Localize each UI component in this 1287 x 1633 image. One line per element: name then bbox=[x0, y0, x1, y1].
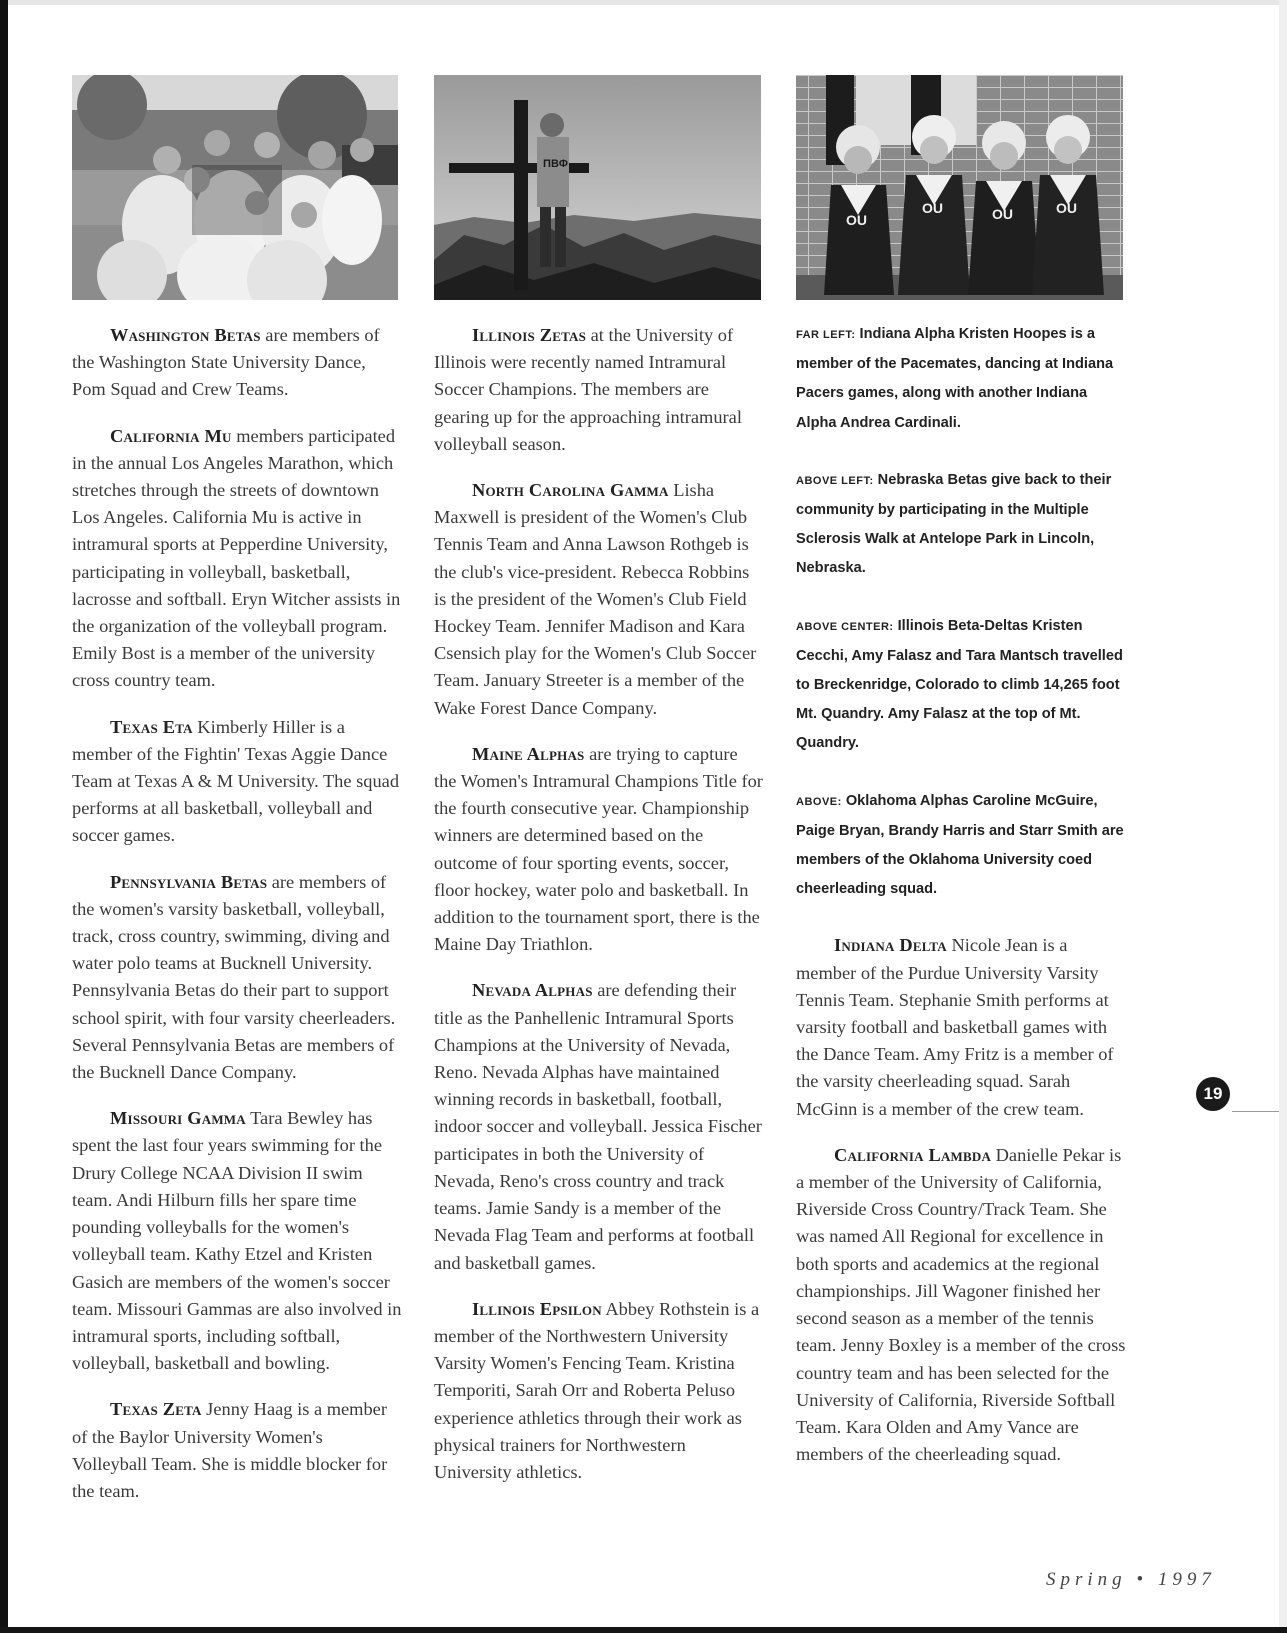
page-number-rule bbox=[1232, 1111, 1279, 1112]
chapter-paragraph bbox=[72, 1396, 402, 1505]
page-edge-top bbox=[0, 0, 1287, 5]
chapter-name: Pennsylvania Betas bbox=[110, 871, 268, 892]
chapter-paragraph bbox=[796, 932, 1126, 1122]
chapter-text: are trying to capture the Women's Intramural Champions Title for the fourth consecutive year. Championship winners are determined based on the outcome of four sporting events, soccer, floor hockey, water polo and basketball. In addition to the tournament sport, there is the Maine Day Triathlon. bbox=[434, 743, 763, 955]
column-right bbox=[796, 320, 1126, 1487]
page-edge-bottom bbox=[0, 1627, 1287, 1633]
issue-footer: Spring • 1997 bbox=[1046, 1569, 1216, 1590]
chapter-paragraph bbox=[434, 322, 764, 458]
chapter-name: Texas Eta bbox=[110, 716, 193, 737]
chapter-name: California Lambda bbox=[834, 1144, 992, 1165]
uniform-letters-4: OU bbox=[1056, 200, 1077, 216]
chapter-text: members participated in the annual Los Angeles Marathon, which stretches through the streets of downtown Los Angeles. California Mu is active in intramural sports at Pepperdine University, participating in volleyball, basketball, lacrosse and softball. Eryn Witcher assists in the organization of the volleyball program. Emily Bost is a member of the university cross country team. bbox=[72, 425, 401, 691]
uniform-letters-2: OU bbox=[922, 200, 943, 216]
chapter-paragraph bbox=[434, 741, 764, 959]
caption-label: ABOVE: bbox=[796, 795, 842, 808]
caption-text: Illinois Beta-Deltas Kristen Cecchi, Amy Falasz and Tara Mantsch travelled to Breckenridge, Colorado to climb 14,265 foot Mt. Quandry. Amy Falasz at the top of Mt. Quandry. bbox=[796, 617, 1123, 752]
photo-oklahoma-cheerleaders bbox=[796, 75, 1123, 300]
photo-caption bbox=[796, 612, 1126, 759]
photo-caption bbox=[796, 787, 1126, 905]
column-left bbox=[72, 322, 402, 1524]
chapter-paragraph bbox=[434, 977, 764, 1276]
chapter-name: Illinois Zetas bbox=[472, 325, 587, 345]
chapter-paragraph bbox=[72, 869, 402, 1087]
chapter-name: Nevada Alphas bbox=[472, 980, 593, 1001]
chapter-paragraph bbox=[72, 423, 402, 695]
caption-label: FAR LEFT: bbox=[796, 329, 856, 341]
chapter-text: at the University of Illinois were recently named Intramural Soccer Champions. The members are gearing up for the approaching intramural volleyball season. bbox=[434, 325, 742, 454]
chapter-text: are members of the Washington State University Dance, Pom Squad and Crew Teams. bbox=[72, 325, 380, 400]
photo-nebraska-betas bbox=[72, 75, 398, 300]
page-number-badge: 19 bbox=[1196, 1077, 1230, 1111]
page-edge-right bbox=[1279, 0, 1287, 1633]
chapter-paragraph bbox=[434, 1296, 764, 1486]
chapter-paragraph bbox=[72, 322, 402, 404]
chapter-name: Washington Betas bbox=[110, 325, 261, 345]
chapter-paragraph bbox=[72, 1105, 402, 1377]
caption-text: Nebraska Betas give back to their community by participating in the Multiple Sclerosis Walk at Antelope Park in Lincoln, Nebraska. bbox=[796, 471, 1112, 577]
chapter-text: Kimberly Hiller is a member of the Fightin' Texas Aggie Dance Team at Texas A & M University. The squad performs at all basketball, volleyball and soccer games. bbox=[72, 716, 400, 846]
chapter-name: North Carolina Gamma bbox=[472, 480, 669, 501]
chapter-name: Missouri Gamma bbox=[110, 1108, 246, 1129]
chapter-text: Tara Bewley has spent the last four years swimming for the Drury College NCAA Division II swim team. Andi Hilburn fills her spare time pounding volleyballs for the women's volleyball team. Kathy Etzel and Kristen Gasich are members of the women's soccer team. Missouri Gammas are also involved in intramural sports, including softball, volleyball, basketball and bowling. bbox=[72, 1108, 402, 1374]
chapter-text: are members of the women's varsity basketball, volleyball, track, cross country, swimming, diving and water polo teams at Bucknell University. Pennsylvania Betas do their part to support school spirit, with four varsity cheerleaders. Several Pennsylvania Betas are members of the Bucknell Dance Company. bbox=[72, 871, 396, 1083]
chapter-text: are defending their title as the Panhellenic Intramural Sports Champions at the University of Nevada, Reno. Nevada Alphas have maintained winning records in basketball, football, indoor soccer and volleyball. Jessica Fischer participates in both the University of Nevada, Reno's cross country and track teams. Jamie Sandy is a member of the Nevada Flag Team and performs at football and basketball games. bbox=[434, 980, 762, 1273]
chapter-name: Illinois Epsilon bbox=[472, 1298, 602, 1319]
uniform-letters-1: OU bbox=[846, 212, 867, 228]
chapter-name: Texas Zeta bbox=[110, 1399, 202, 1420]
chapter-paragraph bbox=[434, 477, 764, 722]
caption-text: Oklahoma Alphas Caroline McGuire, Paige Bryan, Brandy Harris and Starr Smith are members of the Oklahoma University coed cheerleading squad. bbox=[796, 792, 1124, 898]
chapter-text: Danielle Pekar is a member of the University of California, Riverside Cross Country/Track Team. She was named All Regional for excellence in both sports and academics at the regional championships. Jill Wagoner finished her second season as a member of the tennis team. Jenny Boxley is a member of the cross country team and has been selected for the University of California, Riverside Softball Team. Kara Olden and Amy Vance are members of the cheerleading squad. bbox=[796, 1144, 1126, 1465]
chapter-paragraph bbox=[72, 714, 402, 850]
chapter-name: California Mu bbox=[110, 425, 232, 446]
column-center bbox=[434, 322, 764, 1505]
photo-caption bbox=[796, 320, 1126, 438]
chapter-text: Abbey Rothstein is a member of the Northwestern University Varsity Women's Fencing Team. Kristina Temporiti, Sarah Orr and Roberta Peluso experience athletics through their work as physical trainers for Northwestern University athletics. bbox=[434, 1298, 760, 1482]
page-edge-left bbox=[0, 0, 8, 1633]
chapter-name: Maine Alphas bbox=[472, 743, 585, 764]
caption-label: ABOVE LEFT: bbox=[796, 474, 874, 487]
chapter-text: Jenny Haag is a member of the Baylor University Women's Volleyball Team. She is middle blocker for the team. bbox=[72, 1399, 388, 1501]
uniform-letters-3: OU bbox=[992, 206, 1013, 222]
photo-mt-quandry bbox=[434, 75, 761, 300]
caption-text: Indiana Alpha Kristen Hoopes is a member of the Pacemates, dancing at Indiana Pacers games, along with another Indiana Alpha Andrea Cardinali. bbox=[796, 326, 1114, 431]
chapter-text: Nicole Jean is a member of the Purdue University Varsity Tennis Team. Stephanie Smith performs at varsity football and basketball games with the Dance Team. Amy Fritz is a member of the varsity cheerleading squad. Sarah McGinn is a member of the crew team. bbox=[796, 935, 1114, 1119]
chapter-paragraph bbox=[796, 1142, 1126, 1468]
chapter-text: Lisha Maxwell is president of the Women's Club Tennis Team and Anna Lawson Rothgeb is the club's vice-president. Rebecca Robbins is the president of the Women's Club Field Hockey Team. Jennifer Madison and Kara Csensich play for the Women's Club Soccer Team. January Streeter is a member of the Wake Forest Dance Company. bbox=[434, 480, 757, 718]
photo-caption bbox=[796, 466, 1126, 584]
chapter-name: Indiana Delta bbox=[834, 935, 947, 956]
caption-label: ABOVE CENTER: bbox=[796, 620, 894, 633]
climber-shirt-text: ΠΒΦ bbox=[543, 158, 568, 170]
